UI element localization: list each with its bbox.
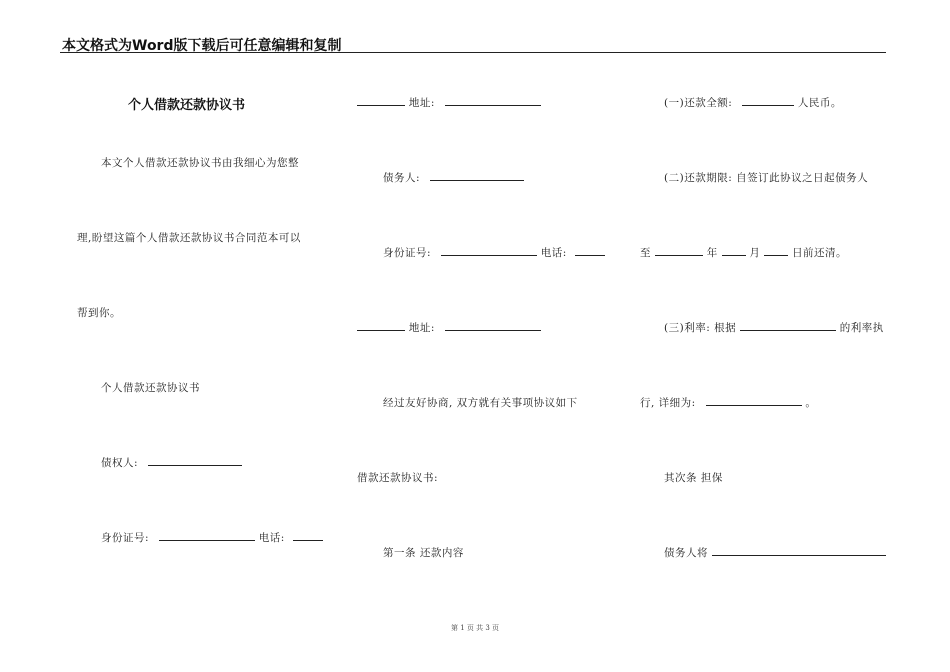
debtor-will-blank	[712, 545, 886, 556]
year-label: 年	[706, 247, 718, 259]
page-footer: 第 1 页 共 3 页	[450, 624, 500, 632]
to-label: 至	[640, 247, 651, 259]
address-label: 地址:	[408, 322, 435, 334]
debtor-blank	[430, 170, 524, 181]
debtor-address-row	[357, 320, 541, 335]
year-blank	[655, 245, 703, 256]
amount-unit: 人民币。	[797, 97, 842, 109]
phone-label: 电话:	[540, 247, 567, 259]
detail-row	[640, 395, 816, 410]
article-1-heading: 第一条 还款内容	[383, 547, 464, 559]
rate-row	[664, 320, 884, 335]
consult-line: 经过友好协商, 双方就有关事项协议如下	[383, 397, 578, 409]
id-blank	[441, 245, 537, 256]
creditor-label: 债权人:	[101, 457, 139, 469]
day-blank	[764, 245, 788, 256]
rate-prefix: (三)利率: 根据	[664, 322, 737, 334]
address-blank	[445, 95, 541, 106]
month-label: 月	[749, 247, 761, 259]
debtor-will-row	[664, 545, 886, 560]
phone-label: 电话:	[258, 532, 285, 544]
debtor-label: 债务人:	[383, 172, 421, 184]
creditor-row	[101, 455, 242, 470]
phone-blank	[293, 530, 323, 541]
id-blank	[159, 530, 255, 541]
debtor-id-row	[383, 245, 605, 260]
intro-line-3: 帮到你。	[77, 307, 121, 319]
address-label: 地址:	[408, 97, 435, 109]
debtor-row	[383, 170, 524, 185]
month-blank	[722, 245, 746, 256]
creditor-blank	[148, 455, 242, 466]
agreement-line: 借款还款协议书:	[357, 472, 439, 484]
intro-line-2: 理,盼望这篇个人借款还款协议书合同范本可以	[77, 232, 301, 244]
rate-blank	[740, 320, 836, 331]
creditor-address-row	[357, 95, 541, 110]
address-prefix-blank	[357, 95, 405, 106]
amount-row	[664, 95, 842, 110]
id-label: 身份证号:	[383, 247, 432, 259]
address-prefix-blank	[357, 320, 405, 331]
intro-line-1: 本文个人借款还款协议书由我细心为您整	[101, 157, 299, 169]
day-label: 日前还清。	[792, 247, 848, 259]
phone-blank	[575, 245, 605, 256]
detail-blank	[706, 395, 802, 406]
term-line: (二)还款期限: 自签订此协议之日起债务人	[664, 172, 869, 184]
term-date-row	[640, 245, 847, 260]
detail-suffix: 。	[805, 397, 817, 409]
amount-label: (一)还款全额:	[664, 97, 733, 109]
article-2-heading: 其次条 担保	[664, 472, 723, 484]
document-header: 本文格式为Word版下载后可任意编辑和复制	[62, 38, 342, 54]
detail-prefix: 行, 详细为:	[640, 397, 696, 409]
section-heading: 个人借款还款协议书	[101, 382, 200, 394]
debtor-will-label: 债务人将	[664, 547, 708, 559]
amount-blank	[742, 95, 794, 106]
id-label: 身份证号:	[101, 532, 150, 544]
header-divider	[60, 52, 886, 53]
document-title: 个人借款还款协议书	[128, 98, 246, 113]
creditor-id-row	[101, 530, 323, 545]
rate-suffix: 的利率执	[839, 322, 884, 334]
address-blank	[445, 320, 541, 331]
